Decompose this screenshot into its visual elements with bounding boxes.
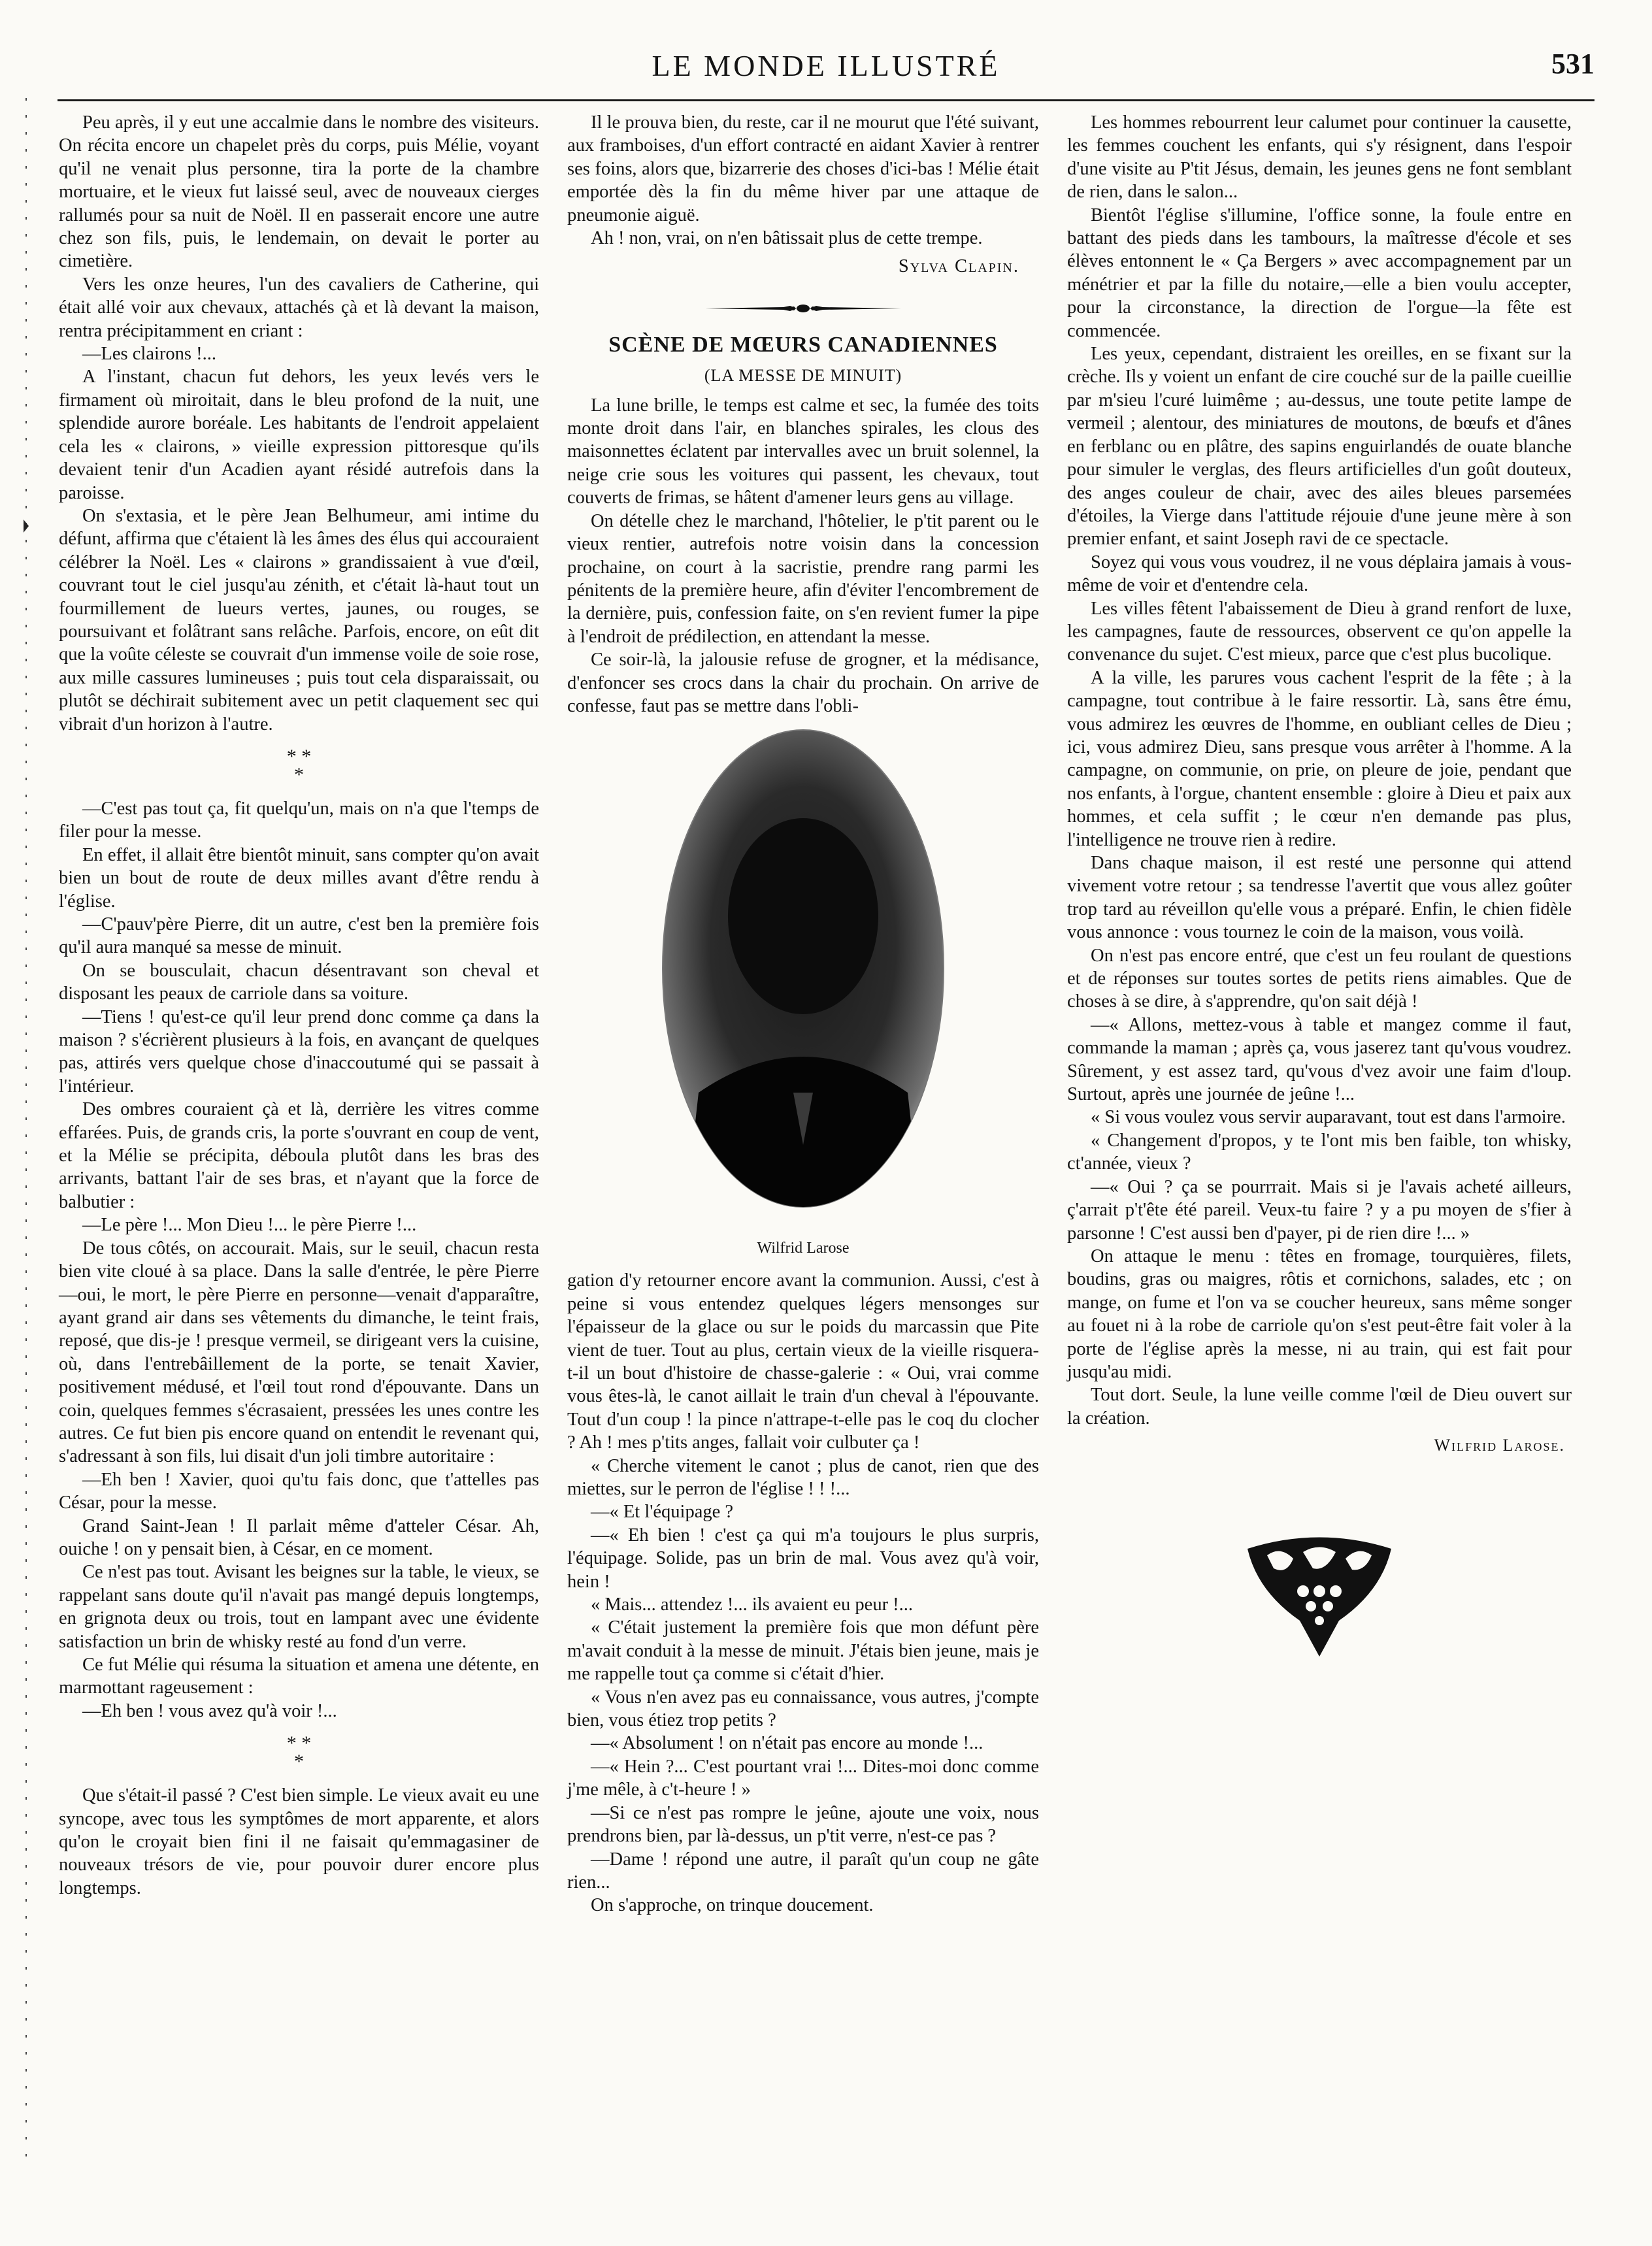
paragraph: Ah ! non, vrai, on n'en bâtissait plus de cette trempe. xyxy=(591,228,983,249)
paragraph: —« Oui ? ça se pourrrait. Mais si je l'avais acheté ailleurs, ç'arrait p't'ête été pareil. Veux-tu faire ? y a pu moyen de s'fier à parsonne ! C'est aussi ben d'payer, pi de rien dire !... » xyxy=(1067,1176,1572,1244)
paragraph: —Eh ben ! Xavier, quoi qu'tu fais donc, que t'attelles pas César, pour la messe. xyxy=(59,1469,539,1513)
paragraph: Ce soir-là, la jalousie refuse de grogner, et la médisance, d'enfoncer ses crocs dans la chair du prochain. On arrive de confesse, faut pas se mettre dans l'obli- xyxy=(567,650,1039,716)
paragraph: « Changement d'propos, y te l'ont mis ben faible, ton whisky, ct'année, vieux ? xyxy=(1067,1130,1572,1174)
paragraph: Dans chaque maison, il est resté une personne qui attend vivement votre retour ; sa tendresse l'avertit que vous allez goûter trop tard au réveillon qu'elle vous a préparé. Enfin, le chien fidèle vous annonce : vous tournez le coin de la maison, vous voilà. xyxy=(1067,853,1572,943)
paragraph: Soyez qui vous vous voudrez, il ne vous déplaira jamais à vous-même de voir et d'entendre cela. xyxy=(1067,552,1572,596)
paragraph: On s'extasia, et le père Jean Belhumeur, ami intime du défunt, affirma que c'étaient là les âmes des élus qui accouraient célébrer la Noël. Les « clairons » grandissaient à vue d'œil, couvrant tout le ciel jusqu'au zénith, et c'était là-haut tout un fourmillement de lueurs vertes, jaunes, ou rouges, se poursuivant et folâtrant sans relâche. Parfois, encore, on eût dit que la voûte céleste se couvrait d'un immense voile de soie rose, aux mille cassures lumineuses ; puis tout cela disparaissait, ou plutôt se déchirait subitement avec un petit claquement sec qui vibrait d'un horizon à l'autre. xyxy=(59,505,539,735)
portrait-caption: Wilfrid Larose xyxy=(757,1239,850,1257)
paragraph: « Cherche vitement le canot ; plus de canot, rien que des miettes, sur le perron de l'église ! ! !... xyxy=(567,1455,1039,1499)
portrait-figure xyxy=(567,727,1039,1263)
paragraph: On se bousculait, chacun désentravant son cheval et disposant les peaux de carriole dans sa voiture. xyxy=(59,960,539,1004)
paragraph: A l'instant, chacun fut dehors, les yeux levés vers le firmament où miroitait, dans le bleu profond de la nuit, une splendide aurore boréale. Les habitants de l'endroit appelaient cela les « clairons, » vieille expression pittoresque qu'ils devaient tenir d'un Acadien ayant résidé autrefois dans la paroisse. xyxy=(59,367,539,503)
paragraph: De tous côtés, on accourait. Mais, sur le seuil, chacun resta bien vite cloué à sa place. Dans la salle d'entrée, le père Pierre—oui, le mort, le père Pierre en personne—venait d'apparaître, ayant grand air dans ses vêtements du dimanche, le teint frais, reposé, que dis-je ! presque vermeil, se dirigeant vers la cuisine, où, dans l'entrebâillement de la porte, se tenait Xavier, positivement médusé, et l'œil tout rond d'épouvante. Dans un coin, quelques femmes s'écrasaient, pressées les unes contre les autres. Ce fut bien pis encore quand on entendit le revenant qui, s'adressant à son fils, lui disait d'un joli timbre autoritaire : xyxy=(59,1238,539,1467)
column-3 xyxy=(1067,111,1572,1660)
paragraph: Les villes fêtent l'abaissement de Dieu à grand renfort de luxe, les campagnes, faute de ressources, observent ce qu'on appelle la convenance du sujet. C'est mieux, parce que c'est plus bucolique. xyxy=(1067,598,1572,665)
paragraph: —C'pauv'père Pierre, dit un autre, c'est ben la première fois qu'il aura manqué sa messe de minuit. xyxy=(59,914,539,958)
binding-margin-marks xyxy=(20,98,33,2156)
paragraph: Tout dort. Seule, la lune veille comme l'œil de Dieu ouvert sur la création. xyxy=(1067,1385,1572,1429)
paragraph: « Si vous voulez vous servir auparavant, tout est dans l'armoire. xyxy=(1091,1107,1566,1128)
page-number: 531 xyxy=(1551,48,1594,80)
paragraph: Les yeux, cependant, distraient les oreilles, en se fixant sur la crèche. Ils y voient un enfant de cire couché sur de la paille cueillie par m'sieu l'curé luimême ; au-dessus, une toute petite lampe de vermeil ; alentour, des miniatures de moutons, de bœufs et d'ânes en ferblanc ou en plâtre, des sapins enguirlandés de ouate blanche pour simuler le verglas, des fleurs artificielles d'un goût douteux, des anges couleur de chair, avec des ailes bleues parsemées d'étoiles, la Vierge dans l'attitude réjouie d'une jeune mère à son premier enfant, et saint Joseph ravi de ce spectacle. xyxy=(1067,344,1572,550)
paragraph: En effet, il allait être bientôt minuit, sans compter qu'on avait bien un bout de route de deux milles avant d'être rendu à l'église. xyxy=(59,844,539,912)
page-header xyxy=(58,39,1594,101)
author-portrait-photo xyxy=(659,727,947,1210)
paragraph: On s'approche, on trinque doucement. xyxy=(591,1895,874,1916)
paragraph: Bientôt l'église s'illumine, l'office sonne, la foule entre en battant des pieds dans les tambours, la maîtresse d'école et ses élèves entonnent le « Ça Bergers » avec accompagnement par un ménétrier et par la fille du notaire,—elle a bien voulu accepter, pour la circonstance, la direction de l'orgue—la fête est commencée. xyxy=(1067,205,1572,341)
paragraph: La lune brille, le temps est calme et sec, la fumée des toits monte droit dans l'air, en blanches spirales, les clous des maisonnettes éclatent par intervalles avec un bruit solennel, la neige crie sous les voitures qui passent, les chevaux, tout couverts de frimas, se hâtent d'amener leurs gens au village. xyxy=(567,395,1039,508)
paragraph: On attaque le menu : têtes en fromage, tourquières, filets, boudins, gras ou maigres, rôtis et cornichons, salades, etc ; on mange, on fume et l'on va se coucher heureux, sans même songer au fouet ni à la robe de carriole qu'on s'est peut-être fait voler à la porte de l'église après la messe, ni au train, qui est fait pour jusqu'au midi. xyxy=(1067,1246,1572,1382)
paragraph: gation d'y retourner encore avant la communion. Aussi, c'est à peine si vous entendez quelques légers mensonges sur l'épaisseur de la glace ou sur le poids du marcassin que Pite vient de tuer. Tout au plus, certain vieux de la vieille risquera-t-il un bout d'histoire de chasse-galerie : « Oui, vrai comme vous êtes-là, le canot aillait le train d'un cheval à l'épouvante. Tout d'un coup ! la pince n'attrape-t-elle pas le coq du clocher ? Ah ! mes p'tits anges, fallait voir culbuter ça ! xyxy=(567,1270,1039,1453)
paragraph: —Dame ! répond une autre, il paraît qu'un coup ne gâte rien... xyxy=(567,1849,1039,1892)
author-signature: Sylva Clapin. xyxy=(898,256,1019,277)
paragraph: —Le père !... Mon Dieu !... le père Pierre !... xyxy=(82,1215,417,1236)
paragraph: Grand Saint-Jean ! Il parlait même d'atteler César. Ah, ouiche ! on y pensait bien, à César, en ce moment. xyxy=(59,1515,539,1559)
ornamental-rule xyxy=(705,302,901,315)
paragraph: —« Hein ?... C'est pourtant vrai !... Dites-moi donc comme j'me mêle, à c't-heure ! » xyxy=(567,1756,1039,1800)
paragraph: Il le prouva bien, du reste, car il ne mourut que l'été suivant, aux framboises, d'un effort contracté en aidant Xavier à rentrer ses foins, alors que, bizarrerie des choses d'ici-bas ! Mélie était emportée dès la fin du même hiver par une attaque de pneumonie aiguë. xyxy=(567,112,1039,225)
paragraph: —C'est pas tout ça, fit quelqu'un, mais on n'a que l'temps de filer pour la messe. xyxy=(59,798,539,842)
paragraph: « C'était justement la première fois que mon défunt père m'avait conduit à la messe de minuit. J'étais bien jeune, mais je me rappelle tout ça comme si c'était d'hier. xyxy=(567,1617,1039,1685)
paragraph: —Tiens ! qu'est-ce qu'il leur prend donc comme ça dans la maison ? s'écrièrent plusieurs à la fois, en avançant de quelques pas, attirés vers quelque chose d'inaccoutumé qui se passait à l'intérieur. xyxy=(59,1006,539,1097)
article-title: SCÈNE DE MŒURS CANADIENNES xyxy=(608,332,998,357)
decorative-tailpiece-ornament xyxy=(1241,1529,1398,1660)
paragraph: Les hommes rebourrent leur calumet pour continuer la causette, les femmes couchent les enfants, qui s'y résignent, dans l'espoir d'une visite au P'tit Jésus, demain, les jeunes gens ne font semblant de rien, dans le salon... xyxy=(1067,112,1572,203)
paragraph: —« Allons, mettez-vous à table et mangez comme il faut, commande la maman ; après ça, vous jaserez tant qu'vous voudrez. Sûrement, y est assez tard, qu'vous d'vez avoir une faim d'loup. Surtout, après une journée de jeûne !... xyxy=(1067,1014,1572,1105)
paragraph: « Vous n'en avez pas eu connaissance, vous autres, j'compte bien, vous étiez trop petits ? xyxy=(567,1687,1039,1731)
paragraph: On n'est pas encore entré, que c'est un feu roulant de questions et de réponses sur toutes sortes de petits riens aimables. Que de choses à se dire, à s'apprendre, qu'on sait déjà ! xyxy=(1067,945,1572,1012)
paragraph: —« Eh bien ! c'est ça qui m'a toujours le plus surpris, l'équipage. Solide, pas un brin de mal. Vous avez qu'à voir, hein ! xyxy=(567,1525,1039,1592)
section-break-asterism: * * * xyxy=(286,745,312,785)
paragraph: Ce fut Mélie qui résuma la situation et amena une détente, en marmottant rageusement : xyxy=(59,1655,539,1698)
paragraph: « Mais... attendez !... ils avaient eu peur !... xyxy=(591,1594,914,1615)
paragraph: A la ville, les parures vous cachent l'esprit de la fête ; à la campagne, tout contribue à le faire ressortir. Là, sans être ému, vous admirez les œuvres de l'homme, en oubliant celles de Dieu ; ici, vous admirez Dieu, sans presque vous arrêter à l'homme. A la campagne, on communie, on prie, on pleure de joie, pendant que nos enfants, à l'orgue, chantent ensemble : gloire à Dieu et paix aux hommes, et cela suffit ; le cœur n'en demande pas plus, l'intelligence ne trouve rien à redire. xyxy=(1067,667,1572,850)
paragraph: —Si ce n'est pas rompre le jeûne, ajoute une voix, nous prendrons bien, par là-dessus, un p'tit verre, n'est-ce pas ? xyxy=(567,1802,1039,1847)
author-signature: Wilfrid Larose. xyxy=(1434,1436,1565,1455)
column-1 xyxy=(59,111,539,1900)
masthead-title: LE MONDE ILLUSTRÉ xyxy=(652,49,1000,82)
paragraph: On dételle chez le marchand, l'hôtelier, le p'tit parent ou le vieux rentier, autrefois notre voisin dans la concession prochaine, on court à la sacristie, prendre rang parmi les pénitents de la première heure, afin d'éviter l'encombrement de la dernière, puis, confession faite, on s'en revient fumer la pipe à l'endroit de prédilection, en attendant la messe. xyxy=(567,510,1039,647)
paragraph: Peu après, il y eut une accalmie dans le nombre des visiteurs. On récita encore un chapelet près du corps, puis Mélie, voyant qu'il ne venait plus personne, tira la porte de la chambre mortuaire, et le vieux fut laissé seul, avec de nouveaux cierges rallumés pour sa nuit de Noël. Il en passerait encore une autre chez son fils, puis, le lendemain, on devait le porter au cimetière. xyxy=(59,112,539,272)
paragraph: —Les clairons !... xyxy=(82,344,216,365)
paragraph: —« Absolument ! on n'était pas encore au monde !... xyxy=(591,1733,983,1754)
paragraph: —« Et l'équipage ? xyxy=(591,1502,734,1523)
paragraph: Vers les onze heures, l'un des cavaliers de Catherine, qui était allé voir aux chevaux, attachés çà et là devant la maison, rentra précipitamment en criant : xyxy=(59,274,539,341)
article-subtitle: (LA MESSE DE MINUIT) xyxy=(704,366,902,386)
paragraph: Des ombres couraient çà et là, derrière les vitres comme effarées. Puis, de grands cris, la porte s'ouvrant en coup de vent, et la Mélie se précipita, déboula plutôt dans les bras des arrivants, battant l'air de ses bras, et n'ayant que la force de balbutier : xyxy=(59,1099,539,1212)
paragraph: Que s'était-il passé ? C'est bien simple. Le vieux avait eu une syncope, avec tous les symptômes de mort apparente, et alors qu'on le croyait bien fini il ne faisait qu'emmagasiner de nouveaux trésors de vie, pour pouvoir durer encore plus longtemps. xyxy=(59,1785,539,1898)
paragraph: Ce n'est pas tout. Avisant les beignes sur la table, le vieux, se rappelant sans doute qu'il n'avait pas mangé depuis longtemps, en grignota deux ou trois, tout en lampant avec une évidente satisfaction un brin de whisky resté au fond d'un verre. xyxy=(59,1562,539,1652)
paragraph: —Eh ben ! vous avez qu'à voir !... xyxy=(82,1700,337,1721)
section-break-asterism: * * * xyxy=(286,1732,312,1773)
column-2 xyxy=(567,111,1039,1917)
